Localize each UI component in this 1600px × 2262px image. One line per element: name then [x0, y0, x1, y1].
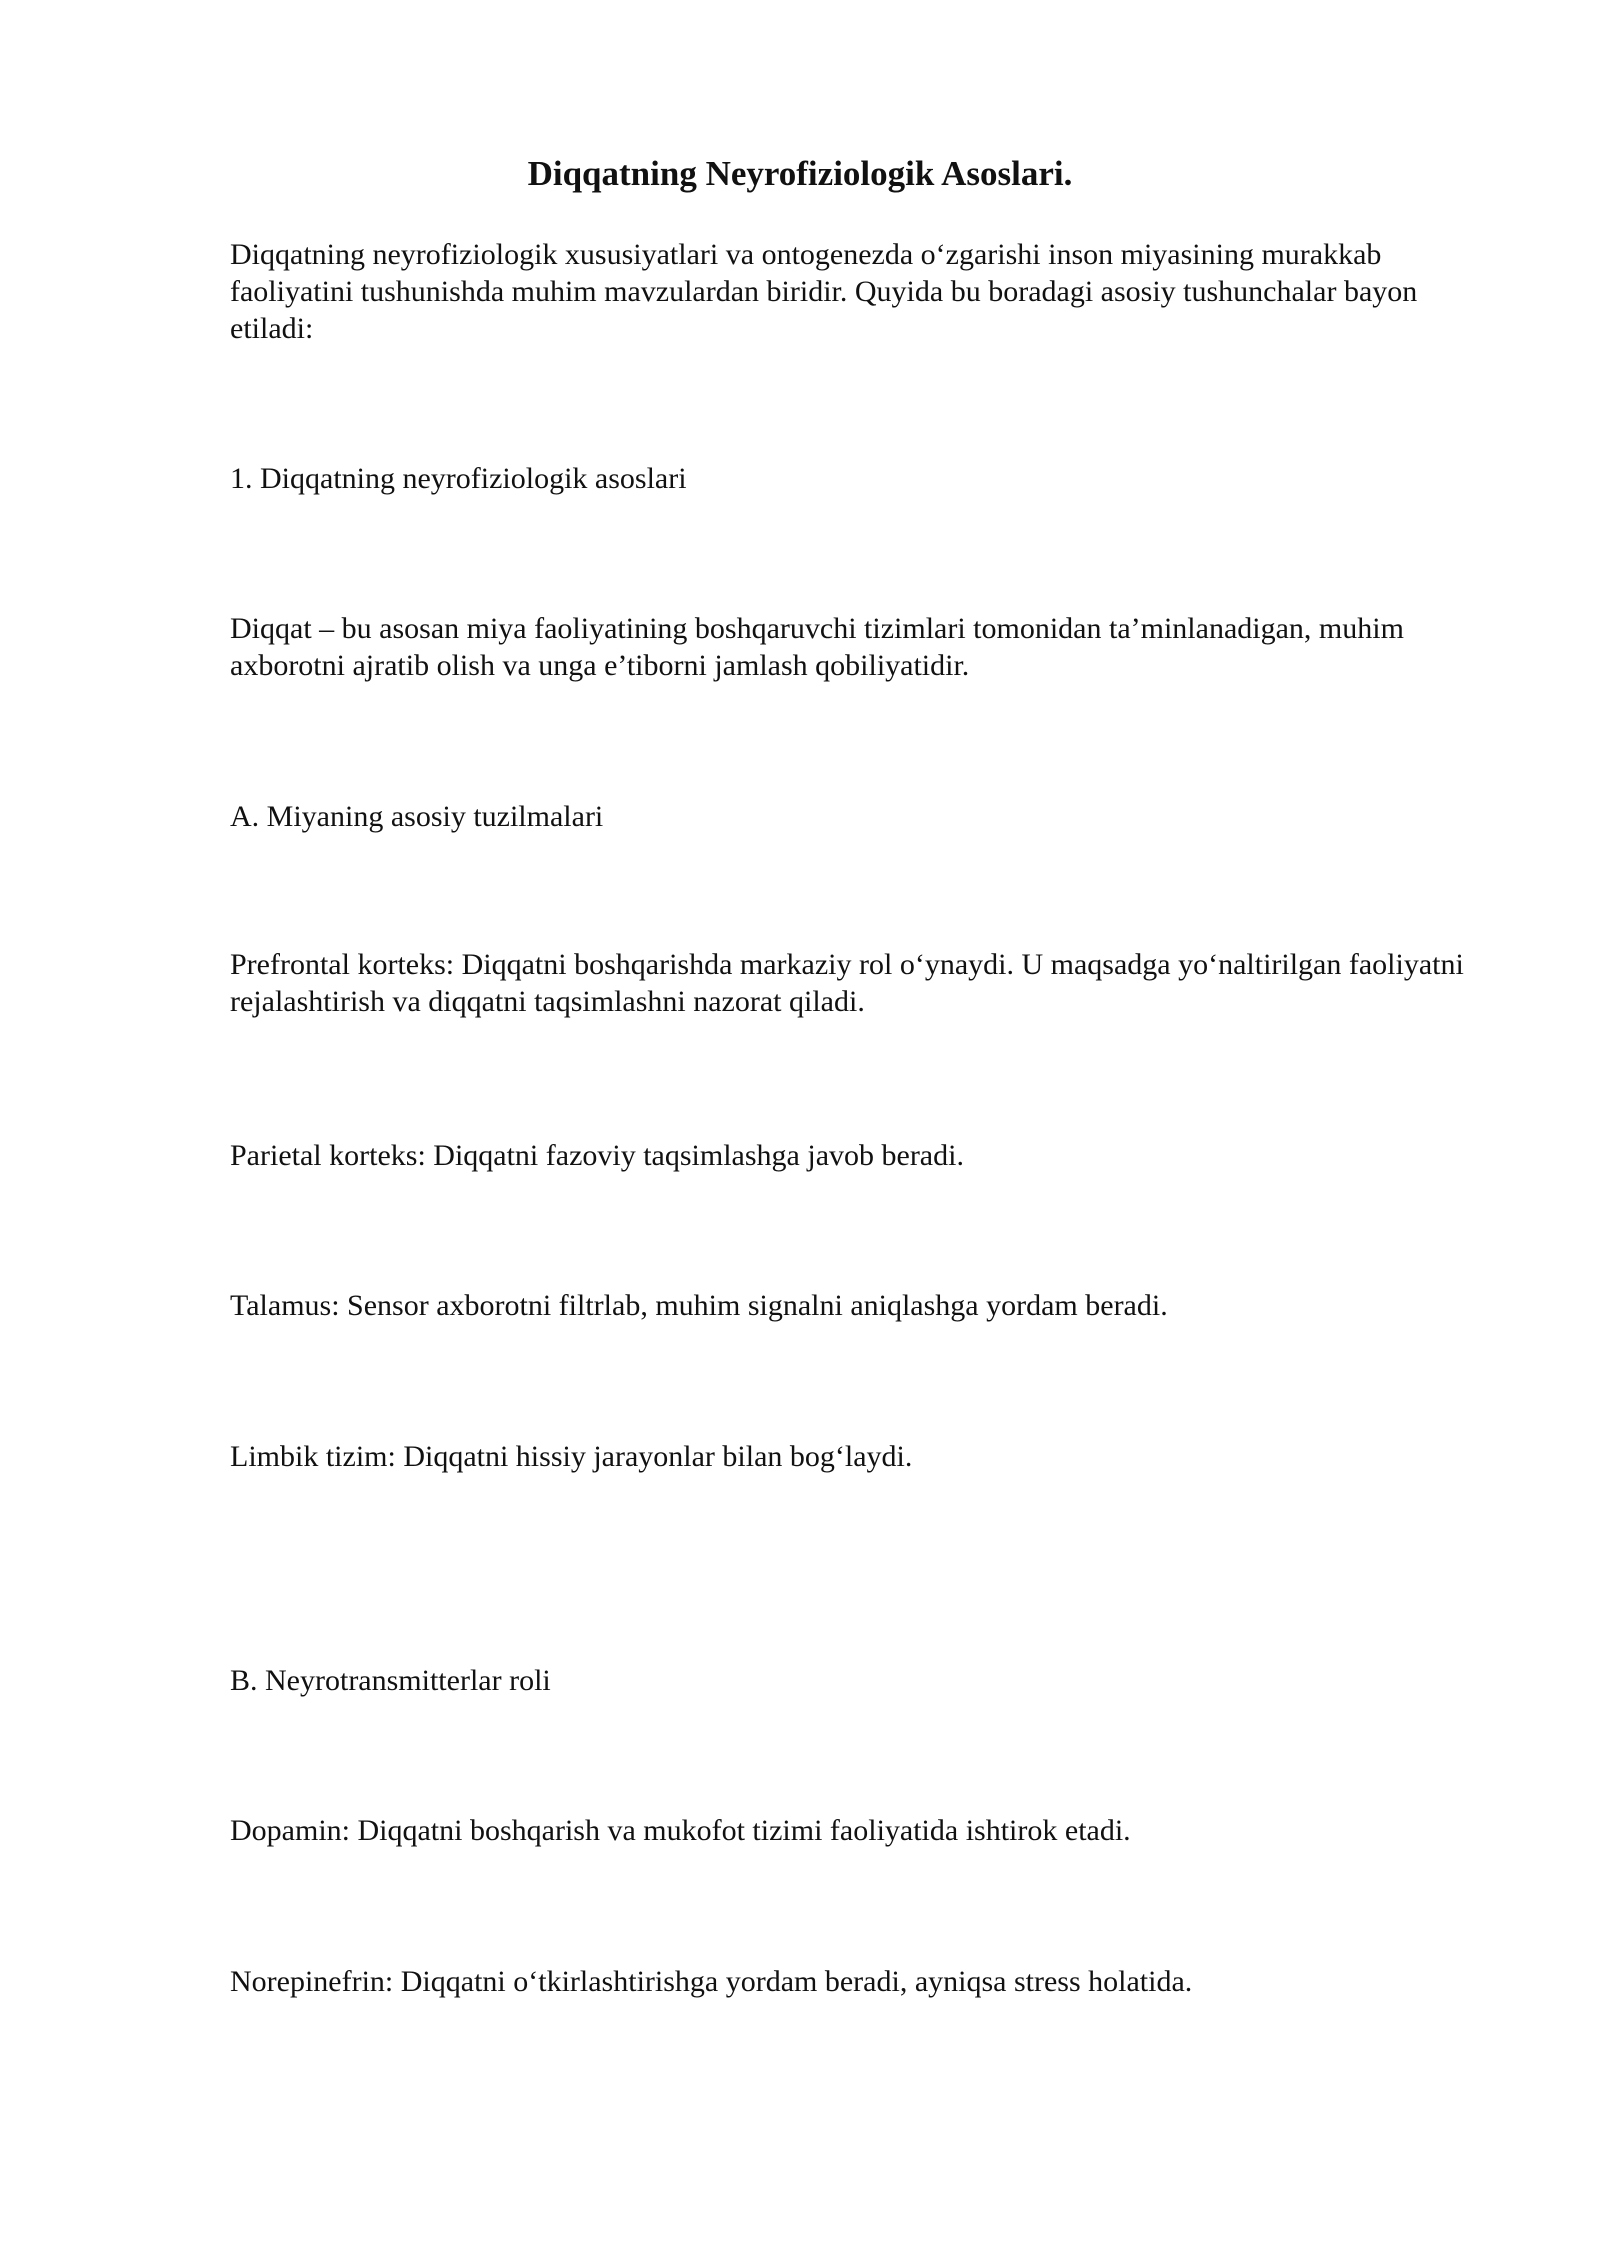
dopamine-paragraph: Dopamin: Diqqatni boshqarish va mukofot tizimi faoliyatida ishtirok etadi.: [230, 1814, 1131, 1847]
thalamus-paragraph: Talamus: Sensor axborotni filtrlab, muhim signalni aniqlashga yordam beradi.: [230, 1289, 1168, 1322]
document-title: Diqqatning Neyrofiziologik Asoslari.: [527, 154, 1073, 193]
limbic-paragraph: Limbik tizim: Diqqatni hissiy jarayonlar bilan bog‘laydi.: [230, 1440, 913, 1473]
subsection-heading-b: B. Neyrotransmitterlar roli: [230, 1664, 551, 1697]
norepinephrine-paragraph: Norepinefrin: Diqqatni o‘tkirlashtirishga yordam beradi, ayniqsa stress holatida.: [230, 1965, 1193, 1998]
intro-paragraph: Diqqatning neyrofiziologik xususiyatlari va ontogenezda o‘zgarishi inson miyasining murakkab faoliyatini tushunishda muhim mavzulardan biridir. Quyida bu boradagi asosiy tushunchalar bayon etiladi:: [230, 238, 1418, 345]
prefrontal-paragraph: Prefrontal korteks: Diqqatni boshqarishda markaziy rol o‘ynaydi. U maqsadga yo‘naltirilgan faoliyatni rejalashtirish va diqqatni taqsimlashni nazorat qiladi.: [230, 948, 1464, 1018]
subsection-heading-a: A. Miyaning asosiy tuzilmalari: [230, 800, 604, 833]
parietal-paragraph: Parietal korteks: Diqqatni fazoviy taqsimlashga javob beradi.: [230, 1139, 964, 1172]
definition-paragraph: Diqqat – bu asosan miya faoliyatining boshqaruvchi tizimlari tomonidan ta’minlanadigan, muhim axborotni ajratib olish va unga e’tiborni jamlash qobiliyatidir.: [230, 612, 1404, 682]
section-heading-1: 1. Diqqatning neyrofiziologik asoslari: [230, 462, 687, 495]
